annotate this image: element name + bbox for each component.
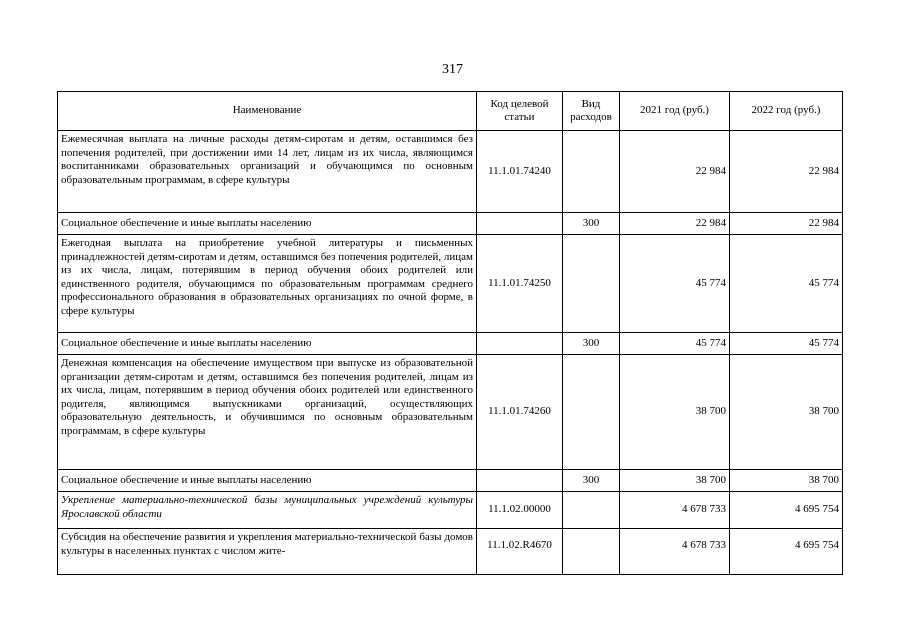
row-name: Ежемесячная выплата на личные расходы детям-сиротам и детям, оставшимся без попечения родителей, при достижении ими 14 лет, лицам из их числа, являющимся воспитанниками образовательных организаций и обучающимся по основным образовательным программам, в сфере культуры: [58, 131, 477, 213]
row-type: [563, 235, 620, 333]
table-header-row: [58, 92, 843, 131]
row-year-2022: 45 774: [730, 235, 843, 333]
table-row: [58, 333, 843, 355]
row-type: 300: [563, 213, 620, 235]
row-code: 11.1.02.00000: [477, 492, 563, 529]
page-number: 317: [442, 62, 463, 77]
row-name: Ежегодная выплата на приобретение учебной литературы и письменных принадлежностей детям-сиротам и детям, оставшимся без попечения родителей, лицам из их числа, лицам, потерявшим в период обучения обоих родителей или единственного родителя, обучающимся по образовательным программам среднего профессионального образования в образовательных организациях по очной форме, в сфере культуры: [58, 235, 477, 333]
table-row: [58, 492, 843, 529]
row-year-2022: 22 984: [730, 131, 843, 213]
row-name: Социальное обеспечение и иные выплаты населению: [58, 470, 477, 492]
row-code: [477, 470, 563, 492]
row-name: Укрепление материально-технической базы муниципальных учреждений культуры Ярославской области: [58, 492, 477, 529]
row-name: Социальное обеспечение и иные выплаты населению: [58, 333, 477, 355]
header-type: Вид расходов: [563, 92, 620, 131]
table-row: [58, 470, 843, 492]
row-year-2021: 38 700: [620, 470, 730, 492]
row-year-2021: 4 678 733: [620, 529, 730, 575]
table-row: [58, 131, 843, 213]
row-type: [563, 131, 620, 213]
row-year-2022: 4 695 754: [730, 529, 843, 575]
row-year-2021: 45 774: [620, 333, 730, 355]
row-year-2022: 38 700: [730, 470, 843, 492]
row-code: [477, 213, 563, 235]
row-code: 11.1.02.R4670: [477, 529, 563, 575]
row-year-2022: 4 695 754: [730, 492, 843, 529]
table-row: [58, 529, 843, 575]
row-year-2021: 45 774: [620, 235, 730, 333]
row-type: 300: [563, 333, 620, 355]
row-type: 300: [563, 470, 620, 492]
header-year-2022: 2022 год (руб.): [730, 92, 843, 131]
row-code: 11.1.01.74250: [477, 235, 563, 333]
row-year-2021: 4 678 733: [620, 492, 730, 529]
row-year-2022: 22 984: [730, 213, 843, 235]
header-name: Наименование: [58, 92, 477, 131]
table-row: [58, 235, 843, 333]
row-name: Денежная компенсация на обеспечение имуществом при выпуске из образовательной организации детям-сиротам и детям, оставшимся без попечения родителей, лицам из их числа, лицам, потерявшим в период обучения обоих родителей или единственного родителя, являющимся выпускниками организаций, осуществляющих образовательную деятельность, и обучившимся по основным образовательным программам, в сфере культуры: [58, 355, 477, 470]
row-code: 11.1.01.74240: [477, 131, 563, 213]
header-code: Код целевой статьи: [477, 92, 563, 131]
row-year-2022: 38 700: [730, 355, 843, 470]
row-year-2021: 22 984: [620, 213, 730, 235]
row-name: Субсидия на обеспечение развития и укрепления материально-технической базы домов культуры в населенных пунктах с числом жите-: [58, 529, 477, 575]
row-code: 11.1.01.74260: [477, 355, 563, 470]
budget-table: [57, 91, 843, 575]
table-row: [58, 355, 843, 470]
table-row: [58, 213, 843, 235]
row-year-2021: 38 700: [620, 355, 730, 470]
row-type: [563, 355, 620, 470]
row-year-2022: 45 774: [730, 333, 843, 355]
row-type: [563, 492, 620, 529]
row-type: [563, 529, 620, 575]
row-year-2021: 22 984: [620, 131, 730, 213]
header-year-2021: 2021 год (руб.): [620, 92, 730, 131]
row-code: [477, 333, 563, 355]
row-name: Социальное обеспечение и иные выплаты населению: [58, 213, 477, 235]
